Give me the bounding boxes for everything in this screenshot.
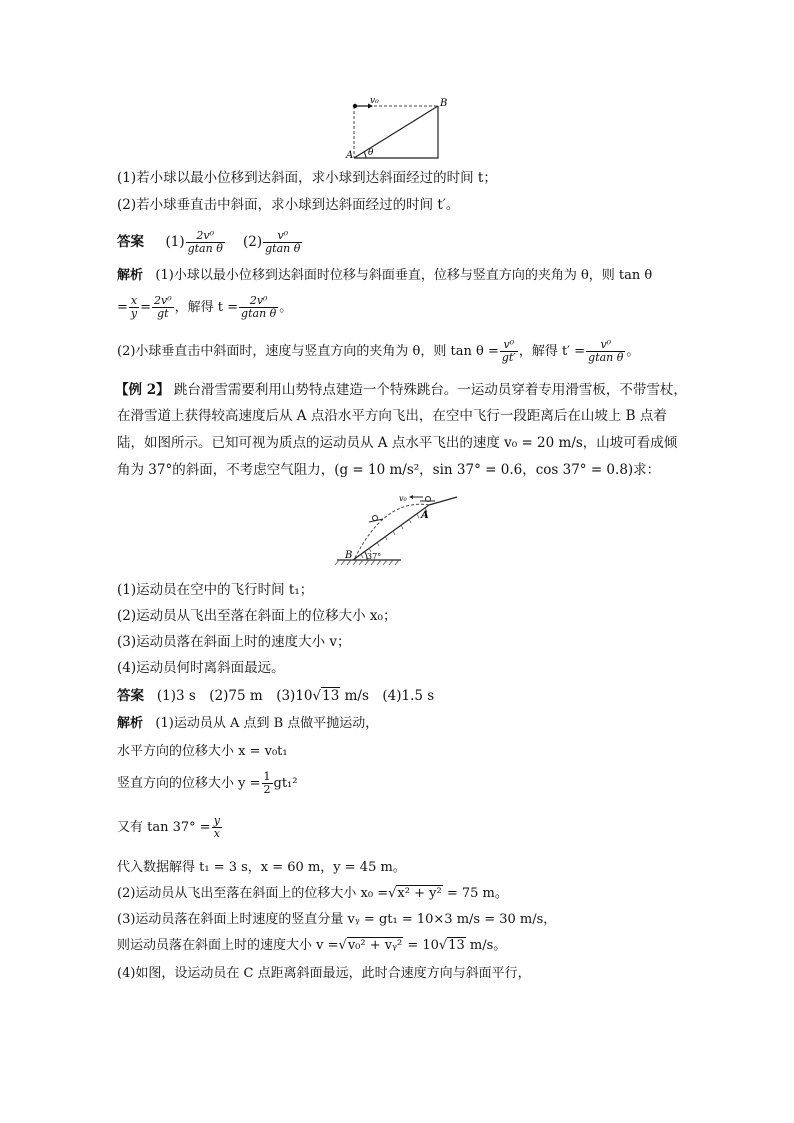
period: 。: [279, 300, 293, 315]
analysis-line-2: [117, 338, 639, 366]
solution-line-7: (3)运动员落在斜面上时速度的竖直分量 vᵧ = gt₁ = 10×3 m/s = 30 m/s，: [117, 912, 557, 927]
part-3: (3)运动员落在斜面上时的速度大小 v；: [117, 634, 351, 650]
solution-line-1: [117, 714, 378, 734]
solution-line-4: [117, 814, 223, 842]
analysis-label: 解析: [117, 716, 144, 731]
solve-text: ，解得 t =: [174, 300, 239, 315]
fraction-2v0-gt: [152, 295, 174, 320]
solution-line-9: (4)如图，设运动员在 C 点距离斜面最远，此时合速度方向与斜面平行，: [117, 966, 531, 981]
answer-1-num: 2v⁰: [186, 230, 225, 243]
example-2-tag: 【例 2】: [115, 382, 170, 398]
question-1: (1)若小球以最小位移到达斜面，求小球到达斜面经过的时间 t；: [117, 170, 497, 186]
frac-num: v⁰: [586, 339, 625, 352]
frac-den: gtan θ: [588, 351, 624, 364]
analysis-label: 解析: [117, 268, 144, 283]
example-2-line-1: [117, 380, 687, 400]
sqrt-13: 13: [448, 938, 465, 953]
fig2-angle-label: 37°: [367, 552, 382, 561]
solution-3-pre: 竖直方向的位移大小 y =: [117, 776, 261, 791]
analysis-2-text: (2)小球垂直击中斜面时，速度与竖直方向的夹角为 θ，则 tan θ =: [117, 344, 499, 359]
answer-2-fraction: [263, 230, 302, 255]
example-2-line-2: 在滑雪道上获得较高速度后从 A 点沿水平方向飞出，在空中飞行一段距离后在山坡上 B 点着: [117, 408, 667, 424]
fraction-v0-gt-prime: [500, 339, 518, 364]
solution-8-mid: = 10: [403, 938, 439, 953]
solution-3-post: gt₁²: [273, 776, 298, 791]
fig2-v0-label: v₀: [399, 494, 407, 503]
frac-num: x: [130, 294, 138, 307]
sqrt-velocity: v₀² + vᵧ²: [347, 938, 403, 953]
eq-sign: =: [140, 300, 152, 315]
part-2: (2)运动员从飞出至落在斜面上的位移大小 x₀；: [117, 608, 397, 624]
solve-text: ，解得 t′ =: [518, 344, 586, 359]
solution-4-pre: 又有 tan 37° =: [117, 820, 211, 835]
solution-line-6: (2)运动员从飞出至落在斜面上的位移大小 x₀ =√x² + y² = 75 m。: [117, 886, 508, 901]
x-over-y-fraction: [129, 295, 139, 320]
solution-1-text: (1)运动员从 A 点到 B 点做平抛运动，: [155, 716, 379, 731]
frac-num: 2v⁰: [239, 295, 278, 308]
answer-label: 答案: [117, 234, 144, 250]
solution-line-8: 则运动员落在斜面上时的速度大小 v =√v₀² + vᵧ² = 10√13 m/s。: [117, 938, 507, 953]
y-over-x-fraction: [212, 815, 222, 840]
solution-6-pre: (2)运动员从飞出至落在斜面上的位移大小 x₀ =: [117, 886, 389, 901]
solution-line-5: 代入数据解得 t₁ = 3 s，x = 60 m，y = 45 m。: [117, 860, 406, 875]
answer-2-prefix: (2): [243, 234, 263, 250]
solution-8-post: m/s。: [465, 938, 507, 953]
answer-1-fraction: [186, 230, 225, 255]
sqrt-13: 13: [322, 688, 340, 704]
fig1-theta-label: θ: [368, 148, 374, 158]
part-4: (4)运动员何时离斜面最远。: [117, 660, 285, 676]
frac-num: 2v⁰: [154, 294, 172, 307]
frac-den: gt′: [501, 351, 516, 364]
frac-num: y: [213, 814, 220, 827]
frac-den: y: [130, 307, 138, 320]
example-2-answer: 答案 (1)3 s (2)75 m (3)10√13 m/s (4)1.5 s: [117, 688, 435, 704]
one-half-fraction: [262, 771, 273, 796]
example-2-line-4: 角为 37°的斜面，不考虑空气阻力，(g = 10 m/s²，sin 37° = 0.6，cos 37° = 0.8)求：: [117, 462, 661, 478]
fraction-result-t-prime: [586, 339, 625, 364]
frac-den: 2: [263, 783, 271, 796]
frac-den: x: [213, 827, 220, 840]
part-1: (1)运动员在空中的飞行时间 t₁；: [117, 582, 314, 598]
period: 。: [626, 344, 640, 359]
fraction-result-t: [239, 295, 278, 320]
answer-1-den: gtan θ: [187, 242, 223, 255]
solution-8-pre: 则运动员落在斜面上时的速度大小 v =: [117, 938, 339, 953]
sqrt-x2-y2: x² + y²: [397, 886, 442, 901]
example-2-line-3: 陆，如图所示。已知可视为质点的运动员从 A 点水平飞出的速度 v₀ = 20 m/s，山坡可看成倾: [117, 435, 678, 451]
frac-den: gtan θ: [241, 307, 277, 320]
question-2: (2)若小球垂直击中斜面，求小球到达斜面经过的时间 t′。: [117, 197, 460, 213]
fig1-B-label: B: [440, 98, 448, 109]
frac-num: v⁰: [500, 339, 518, 352]
figure-ski-jump: [335, 488, 465, 568]
fig2-B-label: B: [345, 550, 353, 561]
fig1-v0-label: v₀: [370, 96, 379, 106]
solution-line-3: [117, 770, 297, 798]
fig2-A-label: A: [421, 510, 429, 521]
analysis-line-1: [117, 266, 652, 286]
solution-6-post: = 75 m。: [442, 886, 508, 901]
answer-line: [117, 228, 303, 256]
analysis-1-text: (1)小球以最小位移到达斜面时位移与斜面垂直，位移与竖直方向的夹角为 θ，则 tan θ: [155, 268, 653, 283]
answer-1-prefix: (1): [165, 234, 185, 250]
fig1-A-label: A: [346, 150, 354, 161]
frac-num: 1: [263, 770, 271, 783]
analysis-line-1b: [117, 294, 292, 322]
answer-2-num: v⁰: [263, 230, 302, 243]
example-2-text-1: 跳台滑雪需要利用山势特点建造一个特殊跳台。一运动员穿着专用滑雪板，不带雪杖，: [173, 382, 687, 398]
solution-line-2: 水平方向的位移大小 x = v₀t₁: [117, 744, 288, 759]
answer-values-a: (1)3 s (2)75 m (3)10: [156, 688, 313, 704]
answer-values-b: m/s (4)1.5 s: [340, 688, 435, 704]
answer-2-den: gtan θ: [265, 242, 301, 255]
frac-den: gt: [157, 307, 169, 320]
answer-label: 答案: [117, 688, 144, 704]
figure-incline-launch: [340, 92, 460, 162]
eq-sign: =: [117, 300, 128, 315]
